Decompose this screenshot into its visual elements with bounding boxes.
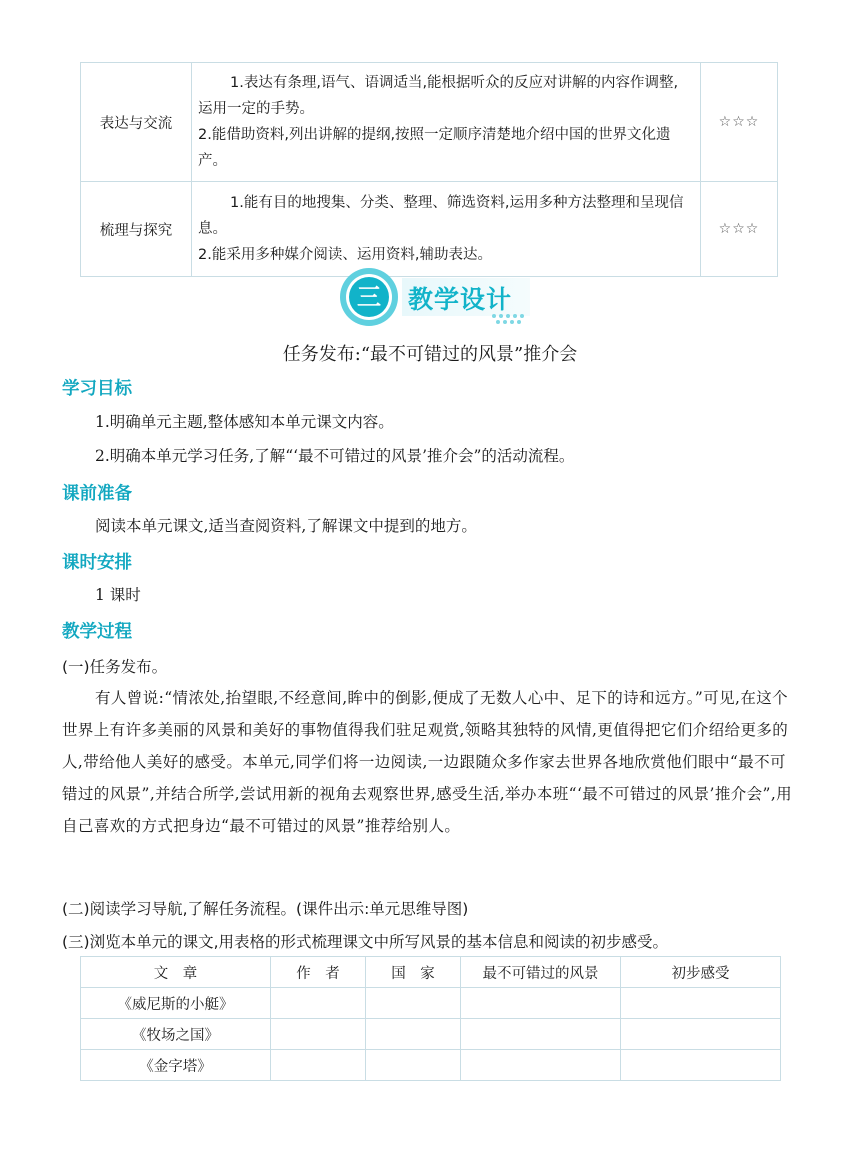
blank-cell[interactable] bbox=[366, 988, 461, 1019]
column-header: 初步感受 bbox=[621, 957, 781, 988]
category-cell: 表达与交流 bbox=[81, 63, 192, 182]
table-header-row bbox=[81, 957, 781, 988]
table-row bbox=[81, 1019, 781, 1050]
blank-cell[interactable] bbox=[271, 988, 366, 1019]
table-row bbox=[81, 988, 781, 1019]
section-number: 三 bbox=[349, 277, 389, 317]
process-heading: 教学过程 bbox=[62, 622, 132, 642]
process-step: (二)阅读学习导航,了解任务流程。(课件出示:单元思维导图) bbox=[62, 900, 469, 918]
process-step: (一)任务发布。 bbox=[62, 658, 168, 676]
schedule-text: 1 课时 bbox=[95, 586, 141, 604]
criteria-cell bbox=[192, 182, 701, 277]
summary-table bbox=[80, 956, 781, 1081]
star-rating: ☆☆☆ bbox=[701, 63, 778, 182]
prep-text: 阅读本单元课文,适当查阅资料,了解课文中提到的地方。 bbox=[95, 517, 477, 535]
article-cell: 《牧场之国》 bbox=[81, 1019, 271, 1050]
blank-cell[interactable] bbox=[621, 1050, 781, 1081]
criteria-line: 2.能采用多种媒介阅读、运用资料,辅助表达。 bbox=[198, 247, 492, 263]
blank-cell[interactable] bbox=[621, 988, 781, 1019]
process-paragraph: 有人曾说:“情浓处,抬望眼,不经意间,眸中的倒影,便成了无数人心中、足下的诗和远方。”可见,在这个世界上有许多美丽的风景和美好的事物值得我们驻足观赏,领略其独特的风情,更值得把它们介绍给更多的人,带给他人美好的感受。本单元,同学们将一边阅读,一边跟随众多作家去世界各地欣赏他们眼中“最不可错过的风景”,并结合所学,尝试用新的视角去观察世界,感受生活,举办本班“‘最不可错过的风景’推介会”,用自己喜欢的方式把身边“最不可错过的风景”推荐给别人。 bbox=[62, 689, 793, 835]
blank-cell[interactable] bbox=[621, 1019, 781, 1050]
category-cell: 梳理与探究 bbox=[81, 182, 192, 277]
section-title: 教学设计 bbox=[408, 285, 513, 314]
evaluation-table bbox=[80, 62, 778, 277]
section-banner bbox=[340, 268, 530, 326]
criteria-line: 2.能借助资料,列出讲解的提纲,按照一定顺序清楚地介绍中国的世界文化遗产。 bbox=[198, 127, 671, 169]
blank-cell[interactable] bbox=[461, 1019, 621, 1050]
criteria-line: 1.能有目的地搜集、分类、整理、筛选资料,运用多种方法整理和呈现信息。 bbox=[198, 195, 684, 237]
decorative-dots-icon bbox=[492, 312, 532, 326]
goal-item: 1.明确单元主题,整体感知本单元课文内容。 bbox=[95, 413, 394, 431]
blank-cell[interactable] bbox=[366, 1050, 461, 1081]
schedule-heading: 课时安排 bbox=[62, 553, 132, 573]
task-title: 任务发布:“最不可错过的风景”推介会 bbox=[282, 344, 578, 365]
blank-cell[interactable] bbox=[271, 1019, 366, 1050]
process-step: (三)浏览本单元的课文,用表格的形式梳理课文中所写风景的基本信息和阅读的初步感受。 bbox=[62, 933, 669, 951]
blank-cell[interactable] bbox=[461, 988, 621, 1019]
blank-cell[interactable] bbox=[271, 1050, 366, 1081]
goal-item: 2.明确本单元学习任务,了解“‘最不可错过的风景’推介会”的活动流程。 bbox=[95, 447, 575, 465]
column-header: 作 者 bbox=[271, 957, 366, 988]
blank-cell[interactable] bbox=[461, 1050, 621, 1081]
table-row bbox=[81, 182, 778, 277]
column-header: 国 家 bbox=[366, 957, 461, 988]
criteria-cell bbox=[192, 63, 701, 182]
blank-cell[interactable] bbox=[366, 1019, 461, 1050]
column-header: 最不可错过的风景 bbox=[461, 957, 621, 988]
article-cell: 《威尼斯的小艇》 bbox=[81, 988, 271, 1019]
prep-heading: 课前准备 bbox=[62, 484, 132, 504]
article-cell: 《金字塔》 bbox=[81, 1050, 271, 1081]
star-rating: ☆☆☆ bbox=[701, 182, 778, 277]
column-header: 文 章 bbox=[81, 957, 271, 988]
table-row bbox=[81, 1050, 781, 1081]
criteria-line: 1.表达有条理,语气、语调适当,能根据听众的反应对讲解的内容作调整,运用一定的手势。 bbox=[198, 75, 679, 117]
goals-heading: 学习目标 bbox=[62, 379, 132, 399]
table-row bbox=[81, 63, 778, 182]
